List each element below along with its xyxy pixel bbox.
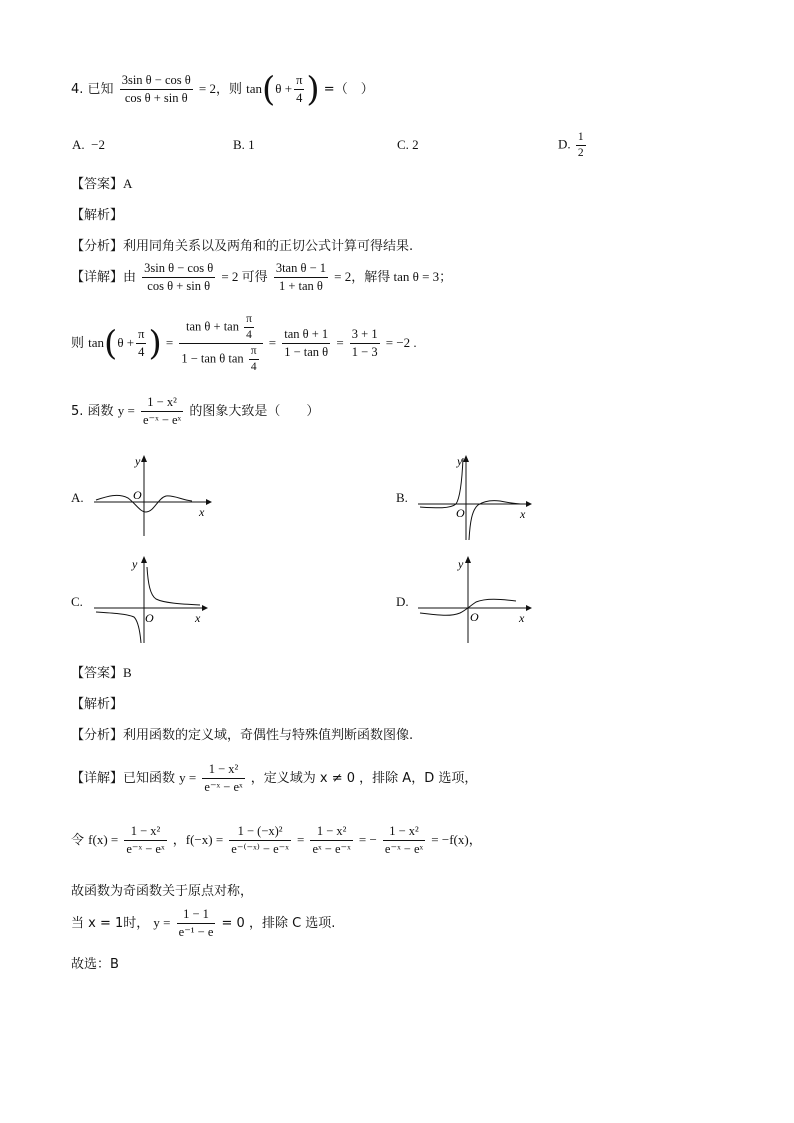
q4-detail-frac2 <box>274 260 328 295</box>
q5-line2-eq1: = <box>297 832 305 847</box>
q4-stem-prefix: 已知 <box>87 82 114 97</box>
q5-graph-a <box>92 452 214 538</box>
q4-line2-frac2-num: tan θ + 1 <box>282 326 330 344</box>
q5-number: 5. <box>71 404 84 419</box>
q4-line2-eq: = <box>165 335 174 350</box>
q4-option-a-value: −2 <box>91 137 105 152</box>
q5-line2-frac4 <box>383 823 425 858</box>
q4-l2-f1-num-pi-frac <box>244 312 254 343</box>
q4-frac-den: cos θ + sin θ <box>124 91 188 105</box>
q5-graph-b-x-arrow <box>526 501 532 507</box>
q5-line2-frac3 <box>310 823 352 858</box>
q5-graph-a-y-label: y <box>135 454 141 468</box>
q5-analysis-tag: 【解析】 <box>71 697 124 712</box>
q5-graph-c-curve-left <box>96 612 141 643</box>
q5-line2-frac4-den: e⁻ˣ − eˣ <box>384 842 424 856</box>
q4-number: 4. <box>71 82 84 97</box>
q4-l2-f1-num-pi: π <box>244 312 254 328</box>
q4-arg-frac <box>294 72 304 107</box>
q5-line4-y: y = <box>153 915 171 930</box>
q4-line2-frac2-den: 1 − tan θ <box>284 345 329 359</box>
q4-arg-num: π <box>294 72 304 90</box>
q4-line2-frac3 <box>350 326 380 361</box>
q4-line2-prefix: 则 <box>71 336 85 351</box>
q4-detail-frac2-num: 3tan θ − 1 <box>274 260 328 278</box>
q5-fraction <box>141 394 183 429</box>
q4-line2-frac1-den <box>179 344 262 375</box>
q4-eq-value: = 2，则 <box>198 81 242 96</box>
q4-arg-prefix: θ + <box>275 81 293 96</box>
q5-line2-frac1-num: 1 − x² <box>124 823 166 841</box>
q4-detail-tag: 【详解】 <box>71 270 124 285</box>
q4-answer-value: A <box>123 176 133 191</box>
q5-graph-c-y-arrow <box>141 556 147 563</box>
q5-graph-d-origin: O <box>470 610 479 624</box>
q5-line2-end: = −f(x)， <box>431 832 482 847</box>
q5-answer-value: B <box>123 665 132 680</box>
q5-graph-c-curve-right <box>147 567 200 605</box>
q5-graph-b-y-label: y <box>457 454 463 468</box>
q4-l2-f1-den-pi-frac <box>249 344 259 375</box>
q5-conclusion: 故选：B <box>71 957 119 972</box>
q5-graph-d-y-arrow <box>465 556 471 563</box>
q5-line4-den: e⁻¹ − e <box>178 925 214 939</box>
q4-line2-frac1-num <box>179 312 262 344</box>
q5-detail1-a: 已知函数 <box>123 771 176 786</box>
q4-line2-arg-num: π <box>136 326 146 344</box>
q5-graph-a-x-arrow <box>206 499 212 505</box>
q5-detail-tag: 【详解】 <box>71 771 124 786</box>
q4-fenxi-text: 利用同角关系以及两角和的正切公式计算可得结果. <box>123 239 414 254</box>
q5-option-a-label: A. <box>71 490 84 505</box>
q4-l2-f1-num-4: 4 <box>246 329 252 341</box>
q4-stem-suffix: =（ ） <box>323 82 374 97</box>
q5-option-c-label: C. <box>71 594 83 609</box>
q5-line2-frac1 <box>124 823 166 858</box>
q5-line2-ling: 令 <box>71 833 85 848</box>
q5-detail-line1 <box>71 761 477 796</box>
q5-graph-a-x-label: x <box>199 505 205 519</box>
q5-fenxi <box>71 724 413 743</box>
q5-detail1-frac <box>202 761 244 796</box>
q4-detail-from: 由 <box>123 270 137 285</box>
q5-option-b-label: B. <box>396 490 408 505</box>
q5-line2-eq2: = − <box>358 832 377 847</box>
q4-detail-frac1-num: 3sin θ − cos θ <box>142 260 215 278</box>
q4-option-a <box>72 137 105 153</box>
q4-option-d-den: 2 <box>577 147 584 159</box>
q4-fraction <box>120 72 193 107</box>
q5-option-d-label: D. <box>396 594 409 609</box>
q5-graph-b-x-label: x <box>520 507 526 521</box>
q4-option-d-num: 1 <box>576 130 586 146</box>
q5-line2-frac1-den: e⁻ˣ − eˣ <box>126 842 165 856</box>
q4-detail-eq2b: = 2，解得 tan θ = 3； <box>334 269 453 284</box>
q5-detail1-num: 1 − x² <box>202 761 244 779</box>
q4-line2-frac3-num: 3 + 1 <box>350 326 380 344</box>
q5-line4-b: = 0 ，排除 C 选项. <box>221 916 336 931</box>
q5-stem-prefix: 函数 <box>87 404 114 419</box>
q5-line2-fnx: ，f(−x) = <box>172 832 224 847</box>
q5-graph-c-origin: O <box>145 611 154 625</box>
q4-line2-arg-frac <box>136 326 146 361</box>
q4-option-d-frac <box>576 130 586 161</box>
q4-tan: tan <box>246 81 262 96</box>
q4-detail-frac2-den: 1 + tan θ <box>278 279 323 293</box>
q5-frac-num: 1 − x² <box>141 394 183 412</box>
q4-detail-frac1 <box>142 260 215 295</box>
q4-l2-f1-den-4: 4 <box>250 361 257 373</box>
q4-fenxi-tag: 【分析】 <box>71 239 124 254</box>
q5-graph-c <box>92 553 214 645</box>
q4-line2-frac2 <box>282 326 330 361</box>
q5-graph-b <box>416 452 536 542</box>
q5-graph-d-y-label: y <box>458 557 464 571</box>
q4-l2-f1-den-pi: π <box>249 344 259 360</box>
q5-line2-frac2 <box>229 823 291 858</box>
q4-line2-tan: tan <box>88 335 105 350</box>
q5-fenxi-text: 利用函数的定义域，奇偶性与特殊值判断函数图像. <box>123 728 414 743</box>
q4-option-d-label: D. <box>558 136 571 152</box>
q5-graph-d <box>416 553 538 645</box>
q4-line2-result: = −2 . <box>385 335 417 350</box>
q5-graph-c-x-label: x <box>195 611 201 625</box>
q5-line2-frac2-num: 1 − (−x)² <box>229 823 291 841</box>
q5-detail-line2 <box>71 823 482 858</box>
q5-answer-tag: 【答案】 <box>71 666 124 681</box>
q5-stem <box>71 394 319 429</box>
q4-fenxi <box>71 235 413 254</box>
q4-detail-frac1-den: cos θ + sin θ <box>147 279 211 293</box>
q4-option-c-label: C. <box>397 137 409 152</box>
q5-graph-b-curve-right <box>469 501 524 540</box>
q5-graph-c-x-arrow <box>202 605 208 611</box>
q5-line4-a: 当 x = 1时， <box>71 916 150 931</box>
q4-option-b-label: B. <box>233 137 245 152</box>
q5-graph-a-origin: O <box>133 488 142 502</box>
q4-option-c <box>397 137 419 153</box>
q5-line2-frac2-den: e⁻⁽⁻ˣ⁾ − e⁻ˣ <box>231 842 289 856</box>
q4-answer <box>71 173 132 192</box>
q5-detail1-den: e⁻ˣ − eˣ <box>204 780 243 794</box>
q4-stem: 4. 已知 $\frac{\text{3sin θ − cos θ}}{\text{cos θ + sin θ}}$ = 2，则 tan(θ + $\frac{\pi}{4}$ ) =（ ） <box>71 69 374 110</box>
q4-analysis-tag: 【解析】 <box>71 208 124 223</box>
q4-detail-line2: 则 tan(θ + $\frac{\pi}{4}$ ) = tan θ + tan $\frac{\pi}{4}$ 1 − tan θ tan $\frac{\pi}{4}$ = $\frac{\text{tan θ + 1}}{\text{1 − tan θ}}$ = $\frac{3 + 1}{1 - 3}$ = −2 . <box>71 313 417 373</box>
q5-line4-num: 1 − 1 <box>177 906 216 924</box>
q5-frac-den: e⁻ˣ − eˣ <box>142 413 182 427</box>
q5-answer <box>71 662 132 681</box>
q4-line2-frac3-den: 1 − 3 <box>351 345 378 359</box>
q4-l2-f1-den-a: 1 − tan θ tan <box>181 351 244 366</box>
q5-line3: 故函数为奇函数关于原点对称， <box>71 884 254 899</box>
q5-graph-b-y-arrow <box>463 455 469 462</box>
q5-y-eq: y = <box>117 403 135 418</box>
q4-line2-arg-den: 4 <box>138 345 145 359</box>
q4-option-c-value: 2 <box>412 137 419 152</box>
q5-graph-d-x-arrow <box>526 605 532 611</box>
q5-graph-b-origin: O <box>456 506 465 520</box>
q4-option-d <box>558 130 588 161</box>
q5-graph-c-y-label: y <box>132 557 138 571</box>
q4-option-b-value: 1 <box>248 137 255 152</box>
q5-detail1-b: ，定义域为 x ≠ 0 ，排除 A，D 选项， <box>250 771 478 786</box>
q4-detail-eq2: = 2 可得 <box>221 269 268 284</box>
q5-line2-frac3-num: 1 − x² <box>310 823 352 841</box>
q5-detail1-y: y = <box>179 770 197 785</box>
q5-line2-fx: f(x) = <box>88 832 119 847</box>
q5-line4-frac <box>177 906 216 941</box>
q4-line2-arg-prefix: θ + <box>117 335 135 350</box>
q5-fenxi-tag: 【分析】 <box>71 728 124 743</box>
q4-line2-frac1 <box>179 312 262 375</box>
q5-graph-a-y-arrow <box>141 455 147 462</box>
q5-line2-frac3-den: eˣ − e⁻ˣ <box>312 842 351 856</box>
q4-option-b <box>233 137 255 153</box>
q4-frac-num: 3sin θ − cos θ <box>120 72 193 90</box>
q4-option-a-label: A. <box>72 137 85 152</box>
q5-line4 <box>71 906 335 941</box>
q4-answer-tag: 【答案】 <box>71 177 124 192</box>
q4-detail-line1 <box>71 260 452 295</box>
q5-stem-suffix: 的图象大致是（ ） <box>189 404 320 419</box>
q5-line2-frac4-num: 1 − x² <box>383 823 425 841</box>
q4-arg-den: 4 <box>296 91 303 105</box>
q5-graph-d-x-label: x <box>519 611 525 625</box>
q4-l2-f1-num-a: tan θ + tan <box>186 319 239 334</box>
